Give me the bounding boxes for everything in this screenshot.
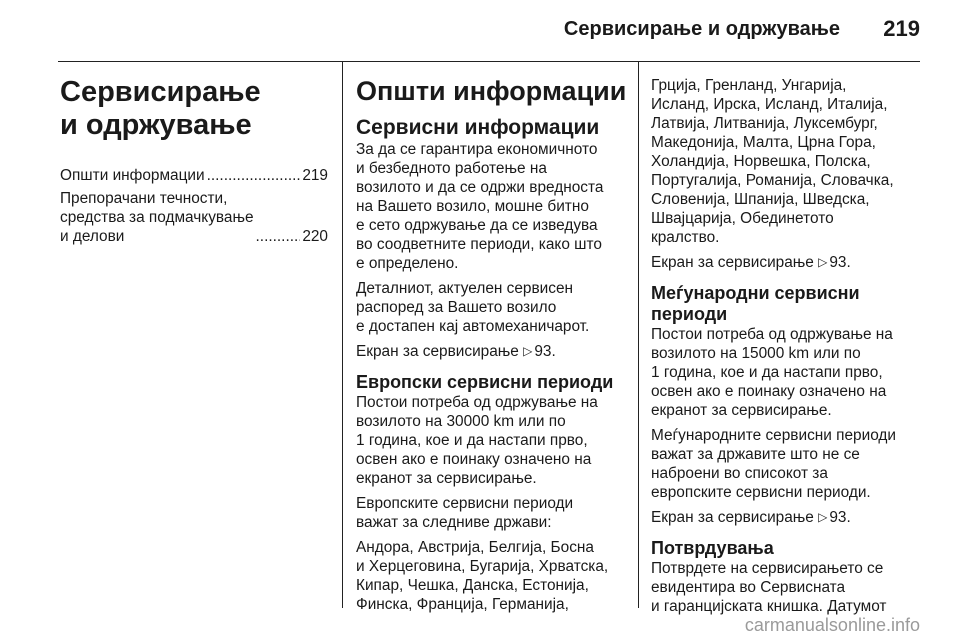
subsection-title: Европски сервисни периоди [356,372,614,392]
cross-reference-text: Екран за сервисирање [651,509,814,526]
toc-entry-page: 220 [302,228,328,245]
cross-reference[interactable] [651,253,921,273]
subsection-title: Меѓународни сервисни периоди [651,283,860,324]
cross-reference-text: Екран за сервисирање [356,343,519,360]
column-2 [356,62,628,620]
paragraph: Потврдете на сервисирањето се евидентира во Сервисната и гаранцијската книшка. Датумот [651,560,887,615]
table-of-contents [60,166,328,246]
running-title: Сервисирање и одржување [563,18,840,40]
cross-reference[interactable] [651,508,921,528]
toc-leader-dots [207,166,301,185]
toc-entry-label: Општи информации [60,167,205,184]
cross-reference-text: Екран за сервисирање [651,254,814,271]
cross-reference-page: 93. [534,343,556,360]
watermark: carmanualsonline.info [744,615,920,635]
chapter-title: Сервисирање и одржување [60,76,261,141]
subsection-title: Потврдувања [651,538,774,558]
paragraph: Андора, Австрија, Белгија, Босна и Херцеговина, Бугарија, Хрватска, Кипар, Чешка, Данска, Естонија, Финска, Франција, Германија, [356,539,609,613]
subsection-title: Сервисни информации [356,116,600,139]
paragraph: Постои потреба од одржување на возилото на 30000 km или по 1 година, кое и да настапи прво, освен ако е поинаку означено на екранот за сервисирање. [356,394,598,487]
paragraph: За да се гарантира економичното и безбедното работење на возилото и да се одржи вредноста на Вашето возило, мошне битно е сето одржување да се изведува во соодветните периоди, како што е определено. [356,141,604,272]
toc-leader-dots [256,227,301,246]
paragraph: Грција, Гренланд, Унгарија, Исланд, Ирска, Исланд, Италија, Латвија, Литванија, Луксембург, Македонија, Малта, Црна Гора, Холандија, Норвешка, Полска, Португалија, Романија, Словачка, Словенија, Шпанија, Шведска, Швајцарија, Обединетото кралство. [651,77,894,246]
toc-entry[interactable] [60,189,328,246]
section-title: Општи информации [356,76,627,106]
paragraph: Постои потреба од одржување на возилото на 15000 km или по 1 година, кое и да настапи прво, освен ако е поинаку означено на екранот за сервисирање. [651,326,893,419]
page-reference-icon: ▷ [818,255,828,269]
column-3 [651,62,921,622]
page-reference-icon: ▷ [523,344,533,358]
page-header [0,0,960,62]
paragraph: Меѓународните сервисни периоди важат за државите што не се наброени во списокот за европските сервисни периоди. [651,427,896,501]
paragraph: Европските сервисни периоди важат за следниве држави: [356,495,574,531]
toc-entry-page: 219 [302,167,328,184]
toc-entry-label: Препорачани течности, средства за подмачкување и делови [60,190,254,245]
paragraph: Деталниот, актуелен сервисен распоред за Вашето возило е достапен кај автомеханичарот. [356,280,590,335]
page-reference-icon: ▷ [818,510,828,524]
cross-reference[interactable] [356,342,628,362]
column-1 [60,62,328,250]
column-divider-1 [342,62,343,608]
cross-reference-page: 93. [829,509,851,526]
cross-reference-page: 93. [829,254,851,271]
page-number: 219 [883,16,920,41]
column-divider-2 [638,62,639,608]
toc-entry[interactable] [60,166,328,185]
